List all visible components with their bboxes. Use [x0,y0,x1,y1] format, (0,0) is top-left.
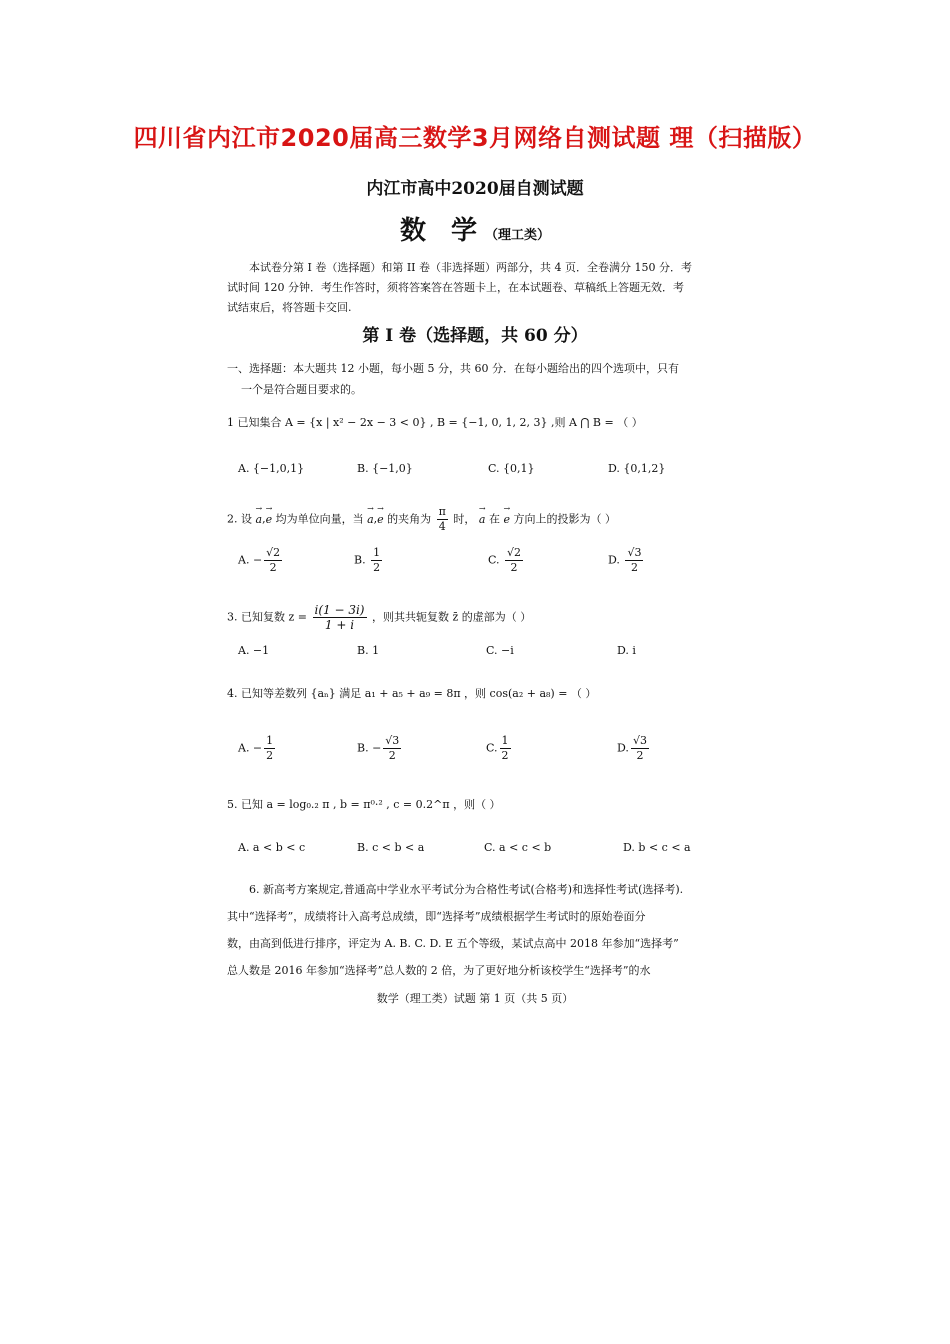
question-5-option-a: A. a < b < c [238,841,306,854]
question-1-option-a: A. {−1,0,1} [238,462,305,475]
question-4-stem: 4. 已知等差数列 {aₙ} 满足 a₁ + a₅ + a₉ = 8π ，则 cos(a₂ + a₈) = （ ） [227,687,597,700]
question-3-option-a: A. −1 [238,644,270,657]
intro-line-2: 试时间 120 分钟．考生作答时，须将答案答在答题卡上，在本试题卷、草稿纸上答题无效．考 [227,281,684,294]
page-footer: 数学（理工类）试题 第 1 页（共 5 页） [376,992,574,1005]
question-3-option-d: D. i [617,644,636,657]
question-6-line-4: 总人数是 2016 年参加“选择考”总人数的 2 倍，为了更好地分析该校学生“选择考”的水 [227,964,651,977]
question-1-option-b: B. {−1,0} [357,462,413,475]
subject-title: 数 学 [399,216,486,246]
subject-heading [0,210,950,247]
vector-a: → a [256,513,263,526]
intro-line-1: 本试卷分第 I 卷（选择题）和第 II 卷（非选择题）两部分，共 4 页．全卷满分 150 分．考 [249,261,692,274]
question-6-line-3: 数，由高到低进行排序，评定为 A. B. C. D. E 五个等级，某试点高中 2018 年参加“选择考” [227,937,679,950]
question-5-stem: 5. 已知 a = log₀.₂ π , b = π⁰·² , c = 0.2^π ，则（ ） [227,798,501,811]
question-1-option-c: C. {0,1} [488,462,535,475]
instructions-line-2: 一个是符合题目要求的。 [241,383,362,396]
question-2-option-c: C. $\frac{√2}{2}$ [488,546,522,574]
document-title: 四川省内江市2020届高三数学3月网络自测试题 理（扫描版） [133,124,817,152]
subject-subtitle: （理工类） [485,228,551,243]
section-title: 第 I 卷（选择题，共 60 分） [362,326,588,346]
question-4-option-b: B. − $\frac{√3}{2}$ [357,734,400,762]
vector-e: → e [266,513,273,526]
question-2-option-b: B. $\frac{1}{2}$ [354,546,381,574]
question-2-stem: 2. 设 → a,→ e 均为单位向量，当 → a,→ e 的夹角为 $\frac{\pi}{4}$ 时， → a 在 → e 方向上的投影为（ ） [227,505,616,534]
question-1-stem: 1 已知集合 A = {x | x² − 2x − 3 < 0} , B = {−1, 0, 1, 2, 3} ,则 A ⋂ B = （ ） [227,416,643,429]
question-6-line-1: 6. 新高考方案规定,普通高中学业水平考试分为合格性考试(合格考)和选择性考试(选择考). [249,883,684,896]
question-2-option-a: A. − $\frac{√2}{2}$ [238,546,281,574]
intro-line-3: 试结束后，将答题卡交回. [227,301,352,314]
question-4-option-a: A. − $\frac{1}{2}$ [238,734,274,762]
question-4-option-d: D. $\frac{√3}{2}$ [617,734,647,762]
question-1-option-d: D. {0,1,2} [608,462,666,475]
question-2-option-d: D. $\frac{√3}{2}$ [608,546,642,574]
complex-fraction: $\frac{i(1 - 3i)}{1 + i}$ [314,603,365,632]
instructions-line-1: 一、选择题：本大题共 12 小题，每小题 5 分，共 60 分．在每小题给出的四个选项中，只有 [227,362,679,375]
angle-fraction: $\frac{\pi}{4}$ [438,505,446,533]
question-3-option-c: C. −i [486,644,514,657]
question-5-option-c: C. a < c < b [484,841,552,854]
question-6-text [227,876,711,984]
question-3-stem: 3. 已知复数 z = $\frac{i(1 - 3i)}{1 + i}$ ，则其共轭复数 z̄ 的虚部为（ ） [227,603,532,632]
exam-title: 内江市高中2020届自测试题 [366,179,584,199]
question-3-option-b: B. 1 [357,644,380,657]
exam-intro [227,258,711,318]
question-5-option-d: D. b < c < a [623,841,691,854]
question-4-option-c: C. $\frac{1}{2}$ [486,734,509,762]
question-5-option-b: B. c < b < a [357,841,425,854]
section-instructions [227,358,711,400]
question-6-line-2: 其中“选择考”，成绩将计入高考总成绩，即“选择考”成绩根据学生考试时的原始卷面分 [227,910,646,923]
